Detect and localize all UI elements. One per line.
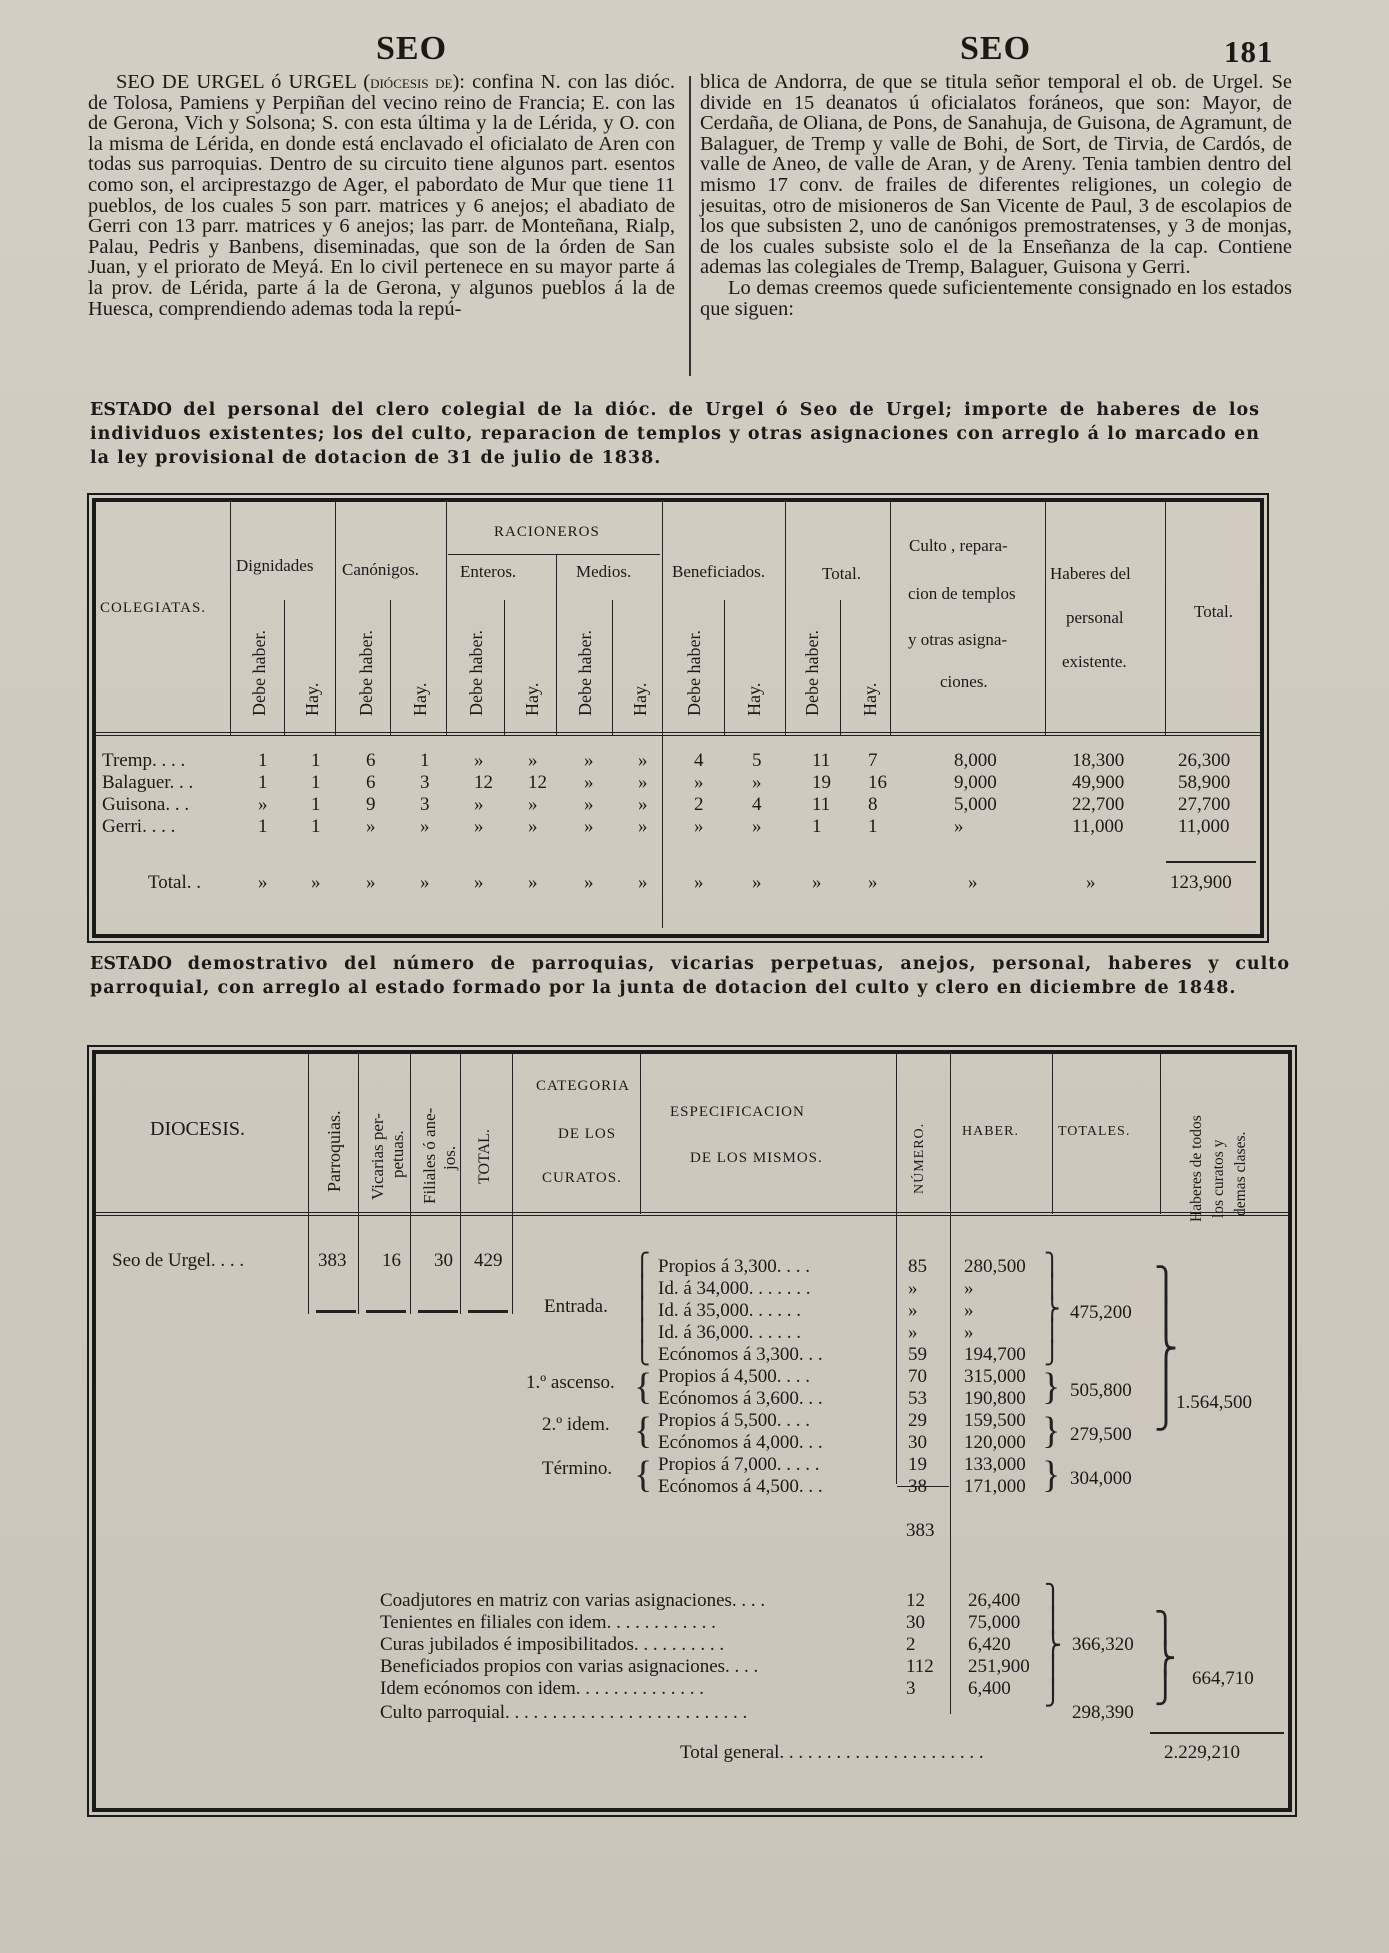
t1-row-cell: 1 <box>311 794 321 815</box>
t1-row-cell: » <box>638 750 648 771</box>
t2-other-haber: 6,400 <box>968 1678 1011 1699</box>
t2-head-cat-3: CURATOS. <box>542 1170 622 1186</box>
t2-head-numero: NÚMERO. <box>912 1122 927 1194</box>
t1-row-cell: 16 <box>868 772 887 793</box>
t1-head-total: Total. <box>822 564 861 583</box>
t1-row-cell: » <box>584 794 594 815</box>
t2-spec-haber: 280,500 <box>964 1256 1026 1277</box>
t1-row-cell: » <box>638 816 648 837</box>
t1-row-cell: » <box>258 794 268 815</box>
t1-debe-dignidades: Debe haber. <box>249 630 269 716</box>
t1-row-culto: 5,000 <box>954 794 997 815</box>
t1-row-cell: » <box>694 772 704 793</box>
t2-spec-haber: » <box>964 1322 974 1343</box>
t1-row-cell: 5 <box>752 750 762 771</box>
t2-spec-num: » <box>908 1322 918 1343</box>
t1-row-cell: 12 <box>474 772 493 793</box>
t1-row-cell: 1 <box>258 750 268 771</box>
t1-row-cell: » <box>474 794 484 815</box>
estado-1-text: del personal del clero colegial de la dióc. de Urgel ó Seo de Urgel; importe de haberes de los individuos existentes; los del culto, reparacion de templos y otras asignaciones con arreglo á lo marcado en la ley provisional de dotacion de 31 de julio de 1838. <box>90 400 1260 468</box>
t2-other-label: Beneficiados propios con varias asignaciones. . . . <box>380 1656 759 1677</box>
brace-totales-asc2-icon: } <box>1042 1410 1061 1452</box>
text-column-right <box>700 72 1292 319</box>
t2-others-total: 366,320 <box>1072 1634 1134 1655</box>
t2-haberes-curatos: 1.564,500 <box>1176 1392 1252 1413</box>
col2-paragraph-2: Lo demas creemos quede suficientemente consignado en los estados que siguen: <box>700 276 1292 320</box>
t2-head-parroquias: Parroquias. <box>324 1110 344 1192</box>
t1-row-cell: 4 <box>752 794 762 815</box>
t2-cat-ascenso1: 1.º ascenso. <box>526 1372 615 1393</box>
t2-other-label: Curas jubilados é imposibilitados. . . . . . . . . . <box>380 1634 725 1655</box>
t2-spec-num: 53 <box>908 1388 927 1409</box>
brace-others-icon: ⎫ ⎪ ⎬ ⎪ ⎭ <box>1044 1585 1062 1707</box>
t1-row-cell: » <box>584 816 594 837</box>
t2-total: 429 <box>474 1250 503 1271</box>
t2-head-vicarias-2: petuas. <box>388 1130 407 1178</box>
t2-spec-haber: » <box>964 1278 974 1299</box>
t1-row-cell: 7 <box>868 750 878 771</box>
t1-row-cell: » <box>694 816 704 837</box>
t1-row-cell: 3 <box>420 794 430 815</box>
t2-spec-label: Ecónomos á 4,000. . . <box>658 1432 823 1453</box>
t2-spec-num: 38 <box>908 1476 927 1497</box>
t2-head-diocesis: DIOCESIS. <box>150 1118 246 1140</box>
estado-1-first: ESTADO <box>90 400 173 420</box>
t2-other-num: 3 <box>906 1678 916 1699</box>
t2-head-filiales-2: jos. <box>440 1145 459 1170</box>
t1-hay-enteros: Hay. <box>522 682 542 716</box>
t2-spec-haber: 194,700 <box>964 1344 1026 1365</box>
t1-row-cell: 6 <box>366 750 376 771</box>
t1-head-beneficiados: Beneficiados. <box>672 562 765 581</box>
t2-spec-num: 29 <box>908 1410 927 1431</box>
t1-row-cell: 4 <box>694 750 704 771</box>
t2-spec-haber: 190,800 <box>964 1388 1026 1409</box>
t1-row-cell: 1 <box>311 816 321 837</box>
t2-spec-label: Ecónomos á 4,500. . . <box>658 1476 823 1497</box>
t1-row-cell: 1 <box>420 750 430 771</box>
brace-ascenso2-icon: { <box>634 1410 653 1452</box>
t2-other-num: 2 <box>906 1634 916 1655</box>
t2-head-vicarias-1: Vicarias per- <box>368 1113 387 1200</box>
estado-1-heading <box>90 398 1260 470</box>
t1-row-haberes: 22,700 <box>1072 794 1125 815</box>
t1-row-total: 58,900 <box>1178 772 1231 793</box>
t1-row-cell: 1 <box>311 750 321 771</box>
t1-row-name: Balaguer. . . <box>102 772 194 793</box>
t1-head-culto-1: Culto , repara- <box>909 536 1008 555</box>
t1-row-cell: » <box>584 750 594 771</box>
t1-row-cell: » <box>474 816 484 837</box>
t2-spec-label: Propios á 5,500. . . . <box>658 1410 810 1431</box>
t1-total-cell: » <box>311 872 321 893</box>
t1-row-cell: 2 <box>694 794 704 815</box>
t1-head-culto-4: ciones. <box>940 672 988 691</box>
t1-hay-canonigos: Hay. <box>410 682 430 716</box>
t1-row-cell: » <box>528 794 538 815</box>
t1-head-culto-3: y otras asigna- <box>908 630 1008 649</box>
t1-total-cell: » <box>420 872 430 893</box>
t1-head-haberes-3: existente. <box>1062 652 1127 671</box>
t1-row-haberes: 49,900 <box>1072 772 1125 793</box>
t1-hay-total: Hay. <box>860 682 880 716</box>
column-divider <box>689 76 691 376</box>
t2-total-general-value: 2.229,210 <box>1164 1742 1240 1763</box>
col2-paragraph-1: blica de Andorra, de que se titula señor temporal el ob. de Urgel. Se divide en 15 deanatos ú oficialatos foráneos, que son: Mayor, de Cerdaña, de Oliana, de Pons, de Sanahuja, de Guisona, de Agramunt, de Balaguer, de Tremp y valle de Bohi, de Sort, de Tirvia, de Cardós, de valle de Aneo, de valle de Aran, y de Areny. Tenia tambien dentro del mismo 17 conv. de frailes de diferentes religiones, un colegio de jesuitas, otro de misioneros de San Vicente de Paul, 3 de escolapios de los que subsisten 2, uno de canónigos premostratenses, y 3 de monjas, de los cuales subsiste solo el de la Enseñanza de la cap. Contiene ademas las colegiales de Tremp, Balaguer, Guisona y Gerri. <box>700 71 1292 279</box>
t2-spec-label: Id. á 35,000. . . . . . <box>658 1300 802 1321</box>
t1-head-total-col: Total. <box>1194 602 1233 621</box>
t1-row-cell: 11 <box>812 794 831 815</box>
running-head-left: SEO <box>376 30 448 67</box>
t1-row-cell: 9 <box>366 794 376 815</box>
t2-spec-num: 85 <box>908 1256 927 1277</box>
t2-totales-term: 304,000 <box>1070 1468 1132 1489</box>
estado-2-text: demostrativo del número de parroquias, vicarias perpetuas, anejos, personal, haberes y culto parroquial, con arreglo al estado formado por la junta de dotacion del culto y clero en diciembre de 1848. <box>90 954 1290 998</box>
t1-row-cell: 19 <box>812 772 831 793</box>
t2-other-num: 30 <box>906 1612 925 1633</box>
t1-total-cell: » <box>366 872 376 893</box>
t2-spec-num: 70 <box>908 1366 927 1387</box>
t1-row-total: 27,700 <box>1178 794 1231 815</box>
t2-spec-haber: 171,000 <box>964 1476 1026 1497</box>
t1-hay-medios: Hay. <box>630 682 650 716</box>
t1-head-culto-2: cion de templos <box>908 584 1016 603</box>
t1-row-total: 11,000 <box>1178 816 1230 837</box>
col1-lead: SEO DE URGEL ó URGEL ( <box>116 71 371 93</box>
table-1-body <box>96 502 1260 934</box>
t2-head-esp-2: DE LOS MISMOS. <box>690 1150 823 1166</box>
t1-row-cell: 11 <box>812 750 831 771</box>
t1-row-cell: 1 <box>311 772 321 793</box>
t1-row-cell: 3 <box>420 772 430 793</box>
t2-other-num: 12 <box>906 1590 925 1611</box>
t1-row-name: Tremp. . . . <box>102 750 186 771</box>
t2-head-total: TOTAL. <box>476 1129 493 1184</box>
t1-head-colegiatas: COLEGIATAS. <box>100 600 207 616</box>
t1-debe-canonigos: Debe haber. <box>356 630 376 716</box>
t2-head-filiales-1: Filiales ó ane- <box>420 1107 439 1204</box>
t1-total-cell: » <box>868 872 878 893</box>
t2-num-sum: 383 <box>906 1520 935 1541</box>
t2-spec-haber: » <box>964 1300 974 1321</box>
t2-other-label: Tenientes en filiales con idem. . . . . . . . . . . . <box>380 1612 716 1633</box>
t1-row-cell: 6 <box>366 772 376 793</box>
t1-row-cell: 1 <box>258 772 268 793</box>
brace-totales-entrada-icon: ⎫ ⎪ ⎬ ⎪ ⎭ <box>1044 1252 1061 1365</box>
t2-head-haber: HABER. <box>962 1124 1019 1139</box>
col1-body: ): confina N. con las dióc. de Tolosa, Pamiens y Perpiñan del vecino reino de Francia; E. con las de Gerona, Vich y Solsona; S. con esta última y la de Lérida, y O. con la misma de Lérida, en donde está enclavado el oficialato de Aren con todas sus parroquias. Dentro de su circuito tiene algunos part. esentos como son, el arciprestazgo de Ager, el pabordato de Mur que tiene 11 pueblos, de los cuales 5 son parr. matrices y 6 anejos; el abadiato de Gerri con 13 parr. matrices y 6 anejos; las parr. de Monteñana, Rialp, Palau, Pedris y Banbens, diseminadas, que son de la órden de San Juan, y el priorato de Meyá. En lo civil pertenece en su mayor parte á la prov. de Lérida, parte á la de Gerona, y algunos pueblos á la de Huesca, comprendiendo ademas toda la repú- <box>88 71 675 320</box>
t1-row-cell: » <box>752 816 762 837</box>
t2-spec-num: 59 <box>908 1344 927 1365</box>
t2-spec-haber: 315,000 <box>964 1366 1026 1387</box>
t1-row-haberes: 18,300 <box>1072 750 1125 771</box>
t2-totales-asc2: 279,500 <box>1070 1424 1132 1445</box>
t1-row-culto: 9,000 <box>954 772 997 793</box>
t1-row-name: Guisona. . . <box>102 794 190 815</box>
t2-parroquias: 383 <box>318 1250 347 1271</box>
t1-row-cell: » <box>752 772 762 793</box>
t2-spec-haber: 159,500 <box>964 1410 1026 1431</box>
t1-head-racioneros: RACIONEROS <box>494 524 600 540</box>
t2-spec-num: » <box>908 1278 918 1299</box>
t2-vicarias: 16 <box>382 1250 401 1271</box>
t1-head-haberes-2: personal <box>1066 608 1124 627</box>
t1-total-cell: » <box>752 872 762 893</box>
t2-totales-entrada: 475,200 <box>1070 1302 1132 1323</box>
t2-spec-num: 30 <box>908 1432 927 1453</box>
t2-head-totales: TOTALES. <box>1058 1124 1131 1139</box>
t1-row-cell: » <box>528 750 538 771</box>
page-number: 181 <box>1224 34 1274 69</box>
brace-termino-icon: { <box>634 1454 653 1496</box>
t2-totales-asc1: 505,800 <box>1070 1380 1132 1401</box>
t1-row-cell: 1 <box>868 816 878 837</box>
t1-row-cell: 12 <box>528 772 547 793</box>
t1-row-name: Gerri. . . . <box>102 816 176 837</box>
estado-2-first: ESTADO <box>90 954 173 974</box>
t2-diocesis-name: Seo de Urgel. . . . <box>112 1250 245 1271</box>
t1-total-haberes: » <box>1086 872 1096 893</box>
t2-spec-label: Id. á 36,000. . . . . . <box>658 1322 802 1343</box>
t1-head-medios: Medios. <box>576 562 632 581</box>
t2-other-haber: 26,400 <box>968 1590 1021 1611</box>
brace-totales-asc1-icon: } <box>1042 1366 1061 1408</box>
t1-total-cell: » <box>812 872 822 893</box>
t2-other-label: Coadjutores en matriz con varias asignaciones. . . . <box>380 1590 766 1611</box>
t1-row-haberes: 11,000 <box>1072 816 1124 837</box>
t1-total-cell: » <box>584 872 594 893</box>
t2-head-cat-1: CATEGORIA <box>536 1078 630 1094</box>
t2-cat-ascenso2: 2.º idem. <box>542 1414 610 1435</box>
t1-hay-dignidades: Hay. <box>302 682 322 716</box>
t1-total-culto: » <box>968 872 978 893</box>
t1-row-cell: » <box>420 816 430 837</box>
t1-row-cell: » <box>584 772 594 793</box>
t2-head-haberes-1: Haberes de todos <box>1188 1115 1205 1222</box>
t2-cat-entrada: Entrada. <box>544 1296 608 1317</box>
t1-row-cell: » <box>474 750 484 771</box>
t2-other-num: 112 <box>906 1656 934 1677</box>
t1-row-cell: » <box>638 794 648 815</box>
t1-row-cell: » <box>366 816 376 837</box>
t2-head-esp-1: ESPECIFICACION <box>670 1104 805 1120</box>
t1-row-cell: 8 <box>868 794 878 815</box>
t1-total-name: Total. . <box>148 872 202 893</box>
t2-head-cat-2: DE LOS <box>558 1126 617 1142</box>
t2-spec-haber: 120,000 <box>964 1432 1026 1453</box>
t2-filiales: 30 <box>434 1250 453 1271</box>
t2-spec-label: Ecónomos á 3,600. . . <box>658 1388 823 1409</box>
t2-spec-label: Ecónomos á 3,300. . . <box>658 1344 823 1365</box>
t1-row-culto: » <box>954 816 964 837</box>
brace-others-haberes-icon: ⎫ ⎬ ⎭ <box>1154 1612 1177 1705</box>
estado-2-heading <box>90 952 1290 1000</box>
t1-head-canonigos: Canónigos. <box>342 560 419 579</box>
t1-debe-medios: Debe haber. <box>575 630 595 716</box>
brace-haberes-curatos-icon: ⎫ ⎪ ⎬ ⎪ ⎭ <box>1154 1266 1178 1430</box>
t2-cat-termino: Término. <box>542 1458 613 1479</box>
t2-spec-num: » <box>908 1300 918 1321</box>
t2-other-haber: 6,420 <box>968 1634 1011 1655</box>
brace-ascenso1-icon: { <box>634 1366 653 1408</box>
t2-total-general-label: Total general. . . . . . . . . . . . . . . . . . . . . . <box>680 1742 984 1763</box>
t1-total-cell: » <box>694 872 704 893</box>
t1-total-cell: » <box>638 872 648 893</box>
t2-other-label: Idem ecónomos con idem. . . . . . . . . . . . . . <box>380 1678 705 1699</box>
t2-spec-num: 19 <box>908 1454 927 1475</box>
t2-others-haberes: 664,710 <box>1192 1668 1254 1689</box>
t1-row-culto: 8,000 <box>954 750 997 771</box>
t1-row-cell: 1 <box>812 816 822 837</box>
t1-total-cell: » <box>528 872 538 893</box>
t1-row-total: 26,300 <box>1178 750 1231 771</box>
col1-smallcaps: diócesis de <box>370 72 453 92</box>
t2-spec-label: Propios á 7,000. . . . . <box>658 1454 820 1475</box>
running-head-center: SEO <box>960 30 1032 67</box>
t1-total-total: 123,900 <box>1170 872 1232 893</box>
t2-other-haber: 75,000 <box>968 1612 1021 1633</box>
t2-culto-label: Culto parroquial. . . . . . . . . . . . . . . . . . . . . . . . . . <box>380 1702 748 1723</box>
brace-totales-term-icon: } <box>1042 1454 1061 1496</box>
t2-spec-label: Propios á 3,300. . . . <box>658 1256 810 1277</box>
t2-spec-haber: 133,000 <box>964 1454 1026 1475</box>
t2-head-haberes-3: demas clases. <box>1232 1131 1249 1216</box>
t2-spec-label: Propios á 4,500. . . . <box>658 1366 810 1387</box>
t1-debe-enteros: Debe haber. <box>466 630 486 716</box>
t1-row-cell: » <box>528 816 538 837</box>
t1-head-haberes-1: Haberes del <box>1050 564 1131 583</box>
t1-hay-beneficiados: Hay. <box>744 682 764 716</box>
t1-head-enteros: Enteros. <box>460 562 517 581</box>
t2-other-haber: 251,900 <box>968 1656 1030 1677</box>
brace-entrada-icon: ⎧ ⎪ ⎪ ⎪ ⎩ <box>634 1252 651 1365</box>
t1-debe-total: Debe haber. <box>802 630 822 716</box>
t1-total-cell: » <box>474 872 484 893</box>
t2-culto-value: 298,390 <box>1072 1702 1134 1723</box>
t2-spec-label: Id. á 34,000. . . . . . . <box>658 1278 811 1299</box>
t1-total-cell: » <box>258 872 268 893</box>
t1-row-cell: 1 <box>258 816 268 837</box>
t1-row-cell: » <box>638 772 648 793</box>
text-column-left <box>88 72 675 319</box>
t2-head-haberes-2: los curatos y <box>1210 1139 1227 1218</box>
t1-head-dignidades: Dignidades <box>236 556 314 575</box>
t1-debe-beneficiados: Debe haber. <box>684 630 704 716</box>
table-2-body <box>96 1054 1288 1808</box>
